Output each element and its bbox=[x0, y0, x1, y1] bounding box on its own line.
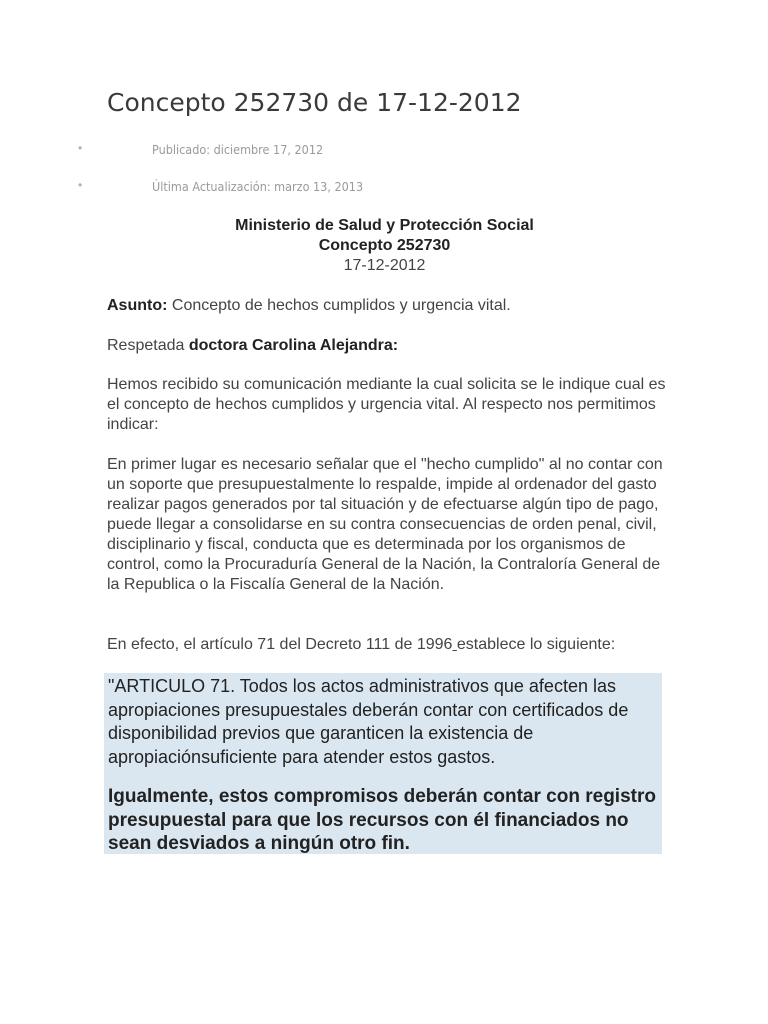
page-title: Concepto 252730 de 17-12-2012 bbox=[107, 88, 522, 117]
article-quote-box bbox=[104, 673, 662, 854]
article-71-bold-text: Igualmente, estos compromisos deberán contar con registro presupuestal para que los recursos con él financiados no sean desviados a ningún otro fin. bbox=[108, 786, 656, 854]
bullet-icon: • bbox=[78, 178, 83, 192]
decree-text: En efecto, el artículo 71 del Decreto 111 de 1996 bbox=[107, 636, 453, 653]
recipient-name: doctora Carolina Alejandra: bbox=[188, 337, 399, 354]
subject-label: Asunto: bbox=[107, 297, 168, 314]
paragraph-intro: Hemos recibido su comunicación mediante la cual solicita se le indique cual es el concepto de hechos cumplidos y urgencia vital. Al respecto nos permitimos indicar: bbox=[107, 376, 666, 433]
ministry-name: Ministerio de Salud y Protección Social bbox=[235, 217, 534, 234]
document-header bbox=[107, 216, 662, 276]
meta-list bbox=[0, 138, 768, 212]
bullet-icon: • bbox=[78, 141, 83, 155]
paragraph-hecho-cumplido: En primer lugar es necesario señalar que el "hecho cumplido" al no contar con un soporte que presupuestalmente lo respalde, impide al ordenador del gasto realizar pagos generados por tal situación y de efectuarse algún tipo de pago, puede llegar a consolidarse en su contra consecuencias de orden penal, civil, disciplinario y fiscal, conducta que es determinada por los organismos de control, como la Procuraduría General de la Nación, la Contraloría General de la Republica o la Fiscalía General de la Nación. bbox=[107, 456, 663, 593]
meta-published bbox=[0, 138, 768, 175]
greeting-prefix: Respetada bbox=[107, 337, 189, 354]
subject-text: Concepto de hechos cumplidos y urgencia vital. bbox=[167, 297, 511, 314]
meta-updated bbox=[0, 175, 768, 212]
subject-line bbox=[107, 296, 667, 316]
concept-date: 17-12-2012 bbox=[343, 257, 426, 274]
article-71-text: "ARTICULO 71. Todos los actos administrativos que afecten las apropiaciones presupuestales deberán contar con certificados de disponibilidad previos que garanticen la existencia de apropiaciónsuficiente para atender estos gastos. bbox=[108, 676, 629, 767]
decree-text-end: establece lo siguiente: bbox=[456, 636, 616, 653]
published-date: Publicado: diciembre 17, 2012 bbox=[152, 142, 324, 157]
concept-number: Concepto 252730 bbox=[318, 237, 451, 254]
updated-date: Última Actualización: marzo 13, 2013 bbox=[152, 179, 364, 194]
paragraph-decree-reference bbox=[107, 635, 667, 655]
greeting-line bbox=[107, 336, 667, 356]
